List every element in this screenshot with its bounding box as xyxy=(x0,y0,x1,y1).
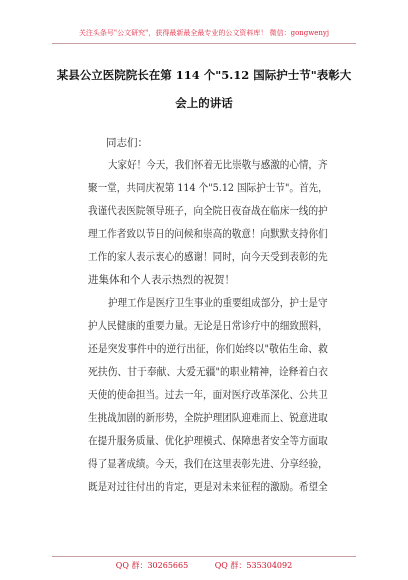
footer xyxy=(0,560,408,571)
body-line: 生挑战加剧的新形势，全院护理团队迎难而上、锐意进取 xyxy=(88,412,328,424)
document-title-line-2: 会上的讲话 xyxy=(175,96,233,110)
body-line: 得了显著成绩。今天，我们在这里表彰先进、分享经验， xyxy=(88,458,328,470)
header-divider xyxy=(52,43,356,44)
footer-qq-group-2: QQ 群：535304092 xyxy=(214,561,293,570)
body-line: 工作的家人表示衷心的感谢！同时，向今天受到表彰的先 xyxy=(88,251,328,263)
document-title-line-1: 某县公立医院院长在第 114 个"5.12 国际护士节"表彰大 xyxy=(56,68,352,82)
body-line: 护理工作是医疗卫生事业的重要组成部分，护士是守 xyxy=(108,297,328,309)
body-line: 我谨代表医院领导班子，向全院日夜奋战在临床一线的护 xyxy=(88,205,328,217)
body-line: 聚一堂，共同庆祝第 114 个"5.12 国际护士节"。首先， xyxy=(88,182,328,194)
header-note: 关注头条号"公文研究"，获得最新最全最专业的公文资料库！ 微信：gongwenyj xyxy=(78,29,330,37)
body-line: 在提升服务质量、优化护理模式、保障患者安全等方面取 xyxy=(88,435,328,447)
body-line: 还是突发事件中的逆行出征，你们始终以"敬佑生命、救 xyxy=(88,343,328,355)
salutation: 同志们： xyxy=(106,137,148,149)
body-line: 天使的使命担当。过去一年，面对医疗改革深化、公共卫 xyxy=(88,389,328,401)
footer-divider xyxy=(52,556,356,557)
body-line: 护人民健康的重要力量。无论是日常诊疗中的细致照料， xyxy=(88,320,328,332)
body-line: 理工作者致以节日的问候和崇高的敬意！向默默支持你们 xyxy=(88,228,328,240)
body-line: 既是对过往付出的肯定，更是对未来征程的激励。希望全 xyxy=(88,481,328,493)
body-line: 进集体和个人表示热烈的祝贺！ xyxy=(88,274,235,286)
body-line: 大家好！今天，我们怀着无比崇敬与感激的心情，齐 xyxy=(108,159,328,171)
footer-qq-group-1: QQ 群：30265665 xyxy=(115,561,189,570)
body-line: 死扶伤、甘于奉献、大爱无疆"的职业精神，诠释着白衣 xyxy=(88,366,328,378)
